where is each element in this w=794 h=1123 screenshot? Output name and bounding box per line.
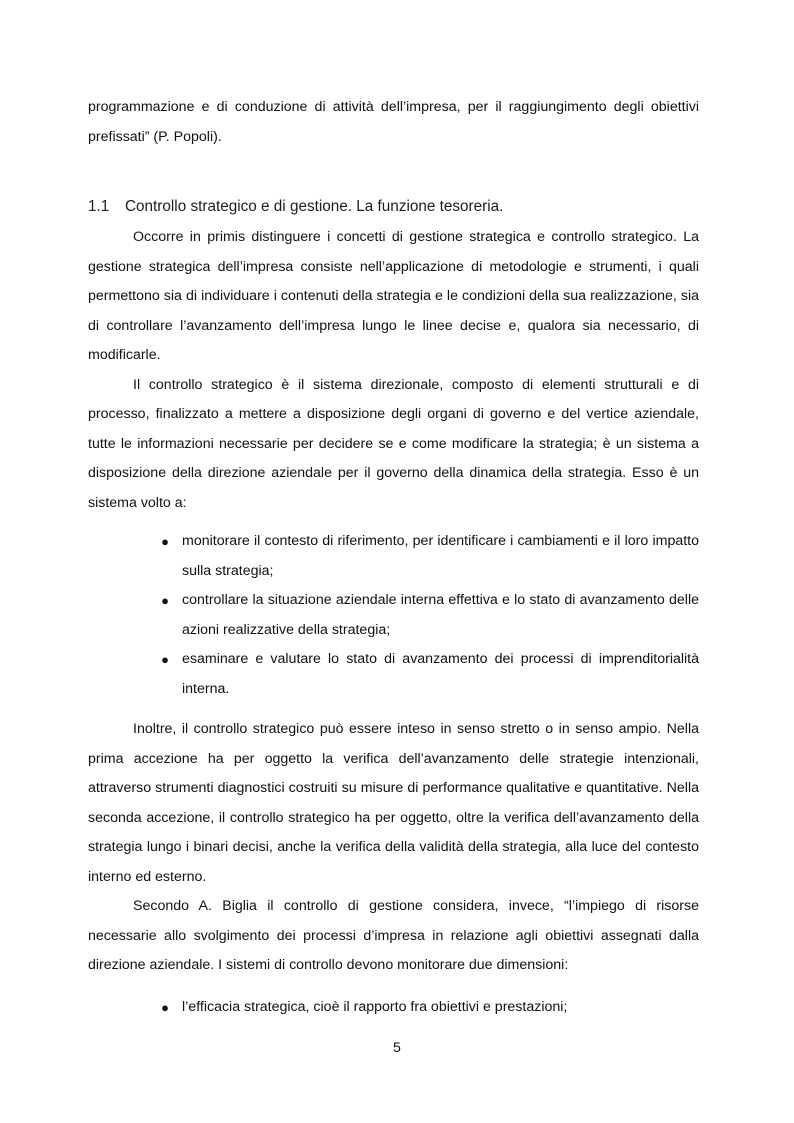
section-title: Controllo strategico e di gestione. La funzione tesoreria. xyxy=(125,198,504,215)
list-item xyxy=(161,993,699,1023)
list-item-text: l’efficacia strategica, cioè il rapporto fra obiettivi e prestazioni; xyxy=(182,999,568,1015)
bullet-icon: ● xyxy=(161,534,169,549)
list-item-text: controllare la situazione aziendale interna effettiva e lo stato di avanzamento delle azioni realizzative della strategia; xyxy=(182,592,699,638)
section-number: 1.1 xyxy=(88,198,110,215)
page-number: 5 xyxy=(393,1040,401,1056)
section-heading xyxy=(88,196,503,218)
bullet-list-1 xyxy=(161,527,699,704)
paragraph-gestione-strategica: Occorre in primis distinguere i concetti di gestione strategica e controllo strategico. La gestione strategica dell’impresa consiste nell’applicazione di metodologie e strumenti, i quali permettono sia di individuare i contenuti della strategia e le condizioni della sua realizzazione, sia di controllare l’avanzamento dell’impresa lungo le linee decise e, qualora sia necessario, di modificarle. xyxy=(88,229,699,363)
list-item xyxy=(161,527,699,586)
paragraph-senso-stretto-ampio: Inoltre, il controllo strategico può essere inteso in senso stretto o in senso ampio. Nella prima accezione ha per oggetto la verifica dell’avanzamento delle strategie intenzionali, attraverso strumenti diagnostici costruiti su misure di performance qualitative e quantitative. Nella seconda accezione, il controllo strategico ha per oggetto, oltre la verifica dell’avanzamento della strategia lungo i binari decisi, anche la verifica della validità della strategia, alla luce del contesto interno ed esterno. xyxy=(88,721,699,885)
bullet-icon: ● xyxy=(161,1000,169,1015)
continuation-text xyxy=(88,93,699,152)
continuation-paragraph: programmazione e di conduzione di attività dell’impresa, per il raggiungimento degli obiettivi prefissati” (P. Popoli). xyxy=(88,99,699,145)
list-item-text: monitorare il contesto di riferimento, per identificare i cambiamenti e il loro impatto sulla strategia; xyxy=(182,533,699,579)
paragraph-controllo-strategico: Il controllo strategico è il sistema direzionale, composto di elementi strutturali e di processo, finalizzato a mettere a disposizione degli organi di governo e del vertice aziendale, tutte le informazioni necessarie per decidere se e come modificare la strategia; è un sistema a disposizione della direzione aziendale per il governo della dinamica della strategia. Esso è un sistema volto a: xyxy=(88,376,699,511)
paragraph-group-1 xyxy=(88,223,699,518)
bullet-icon: ● xyxy=(161,593,169,608)
paragraph-group-2 xyxy=(88,715,699,981)
paragraph-controllo-gestione: Secondo A. Biglia il controllo di gestione considera, invece, “l’impiego di risorse necessarie allo svolgimento dei processi d’impresa in relazione agli obiettivi assegnati dalla direzione aziendale. I sistemi di controllo devono monitorare due dimensioni: xyxy=(88,898,699,973)
list-item xyxy=(161,586,699,645)
list-item-text: esaminare e valutare lo stato di avanzamento dei processi di imprenditorialità interna. xyxy=(182,651,699,697)
bullet-icon: ● xyxy=(161,652,169,667)
list-item xyxy=(161,645,699,704)
bullet-list-2 xyxy=(161,993,699,1023)
